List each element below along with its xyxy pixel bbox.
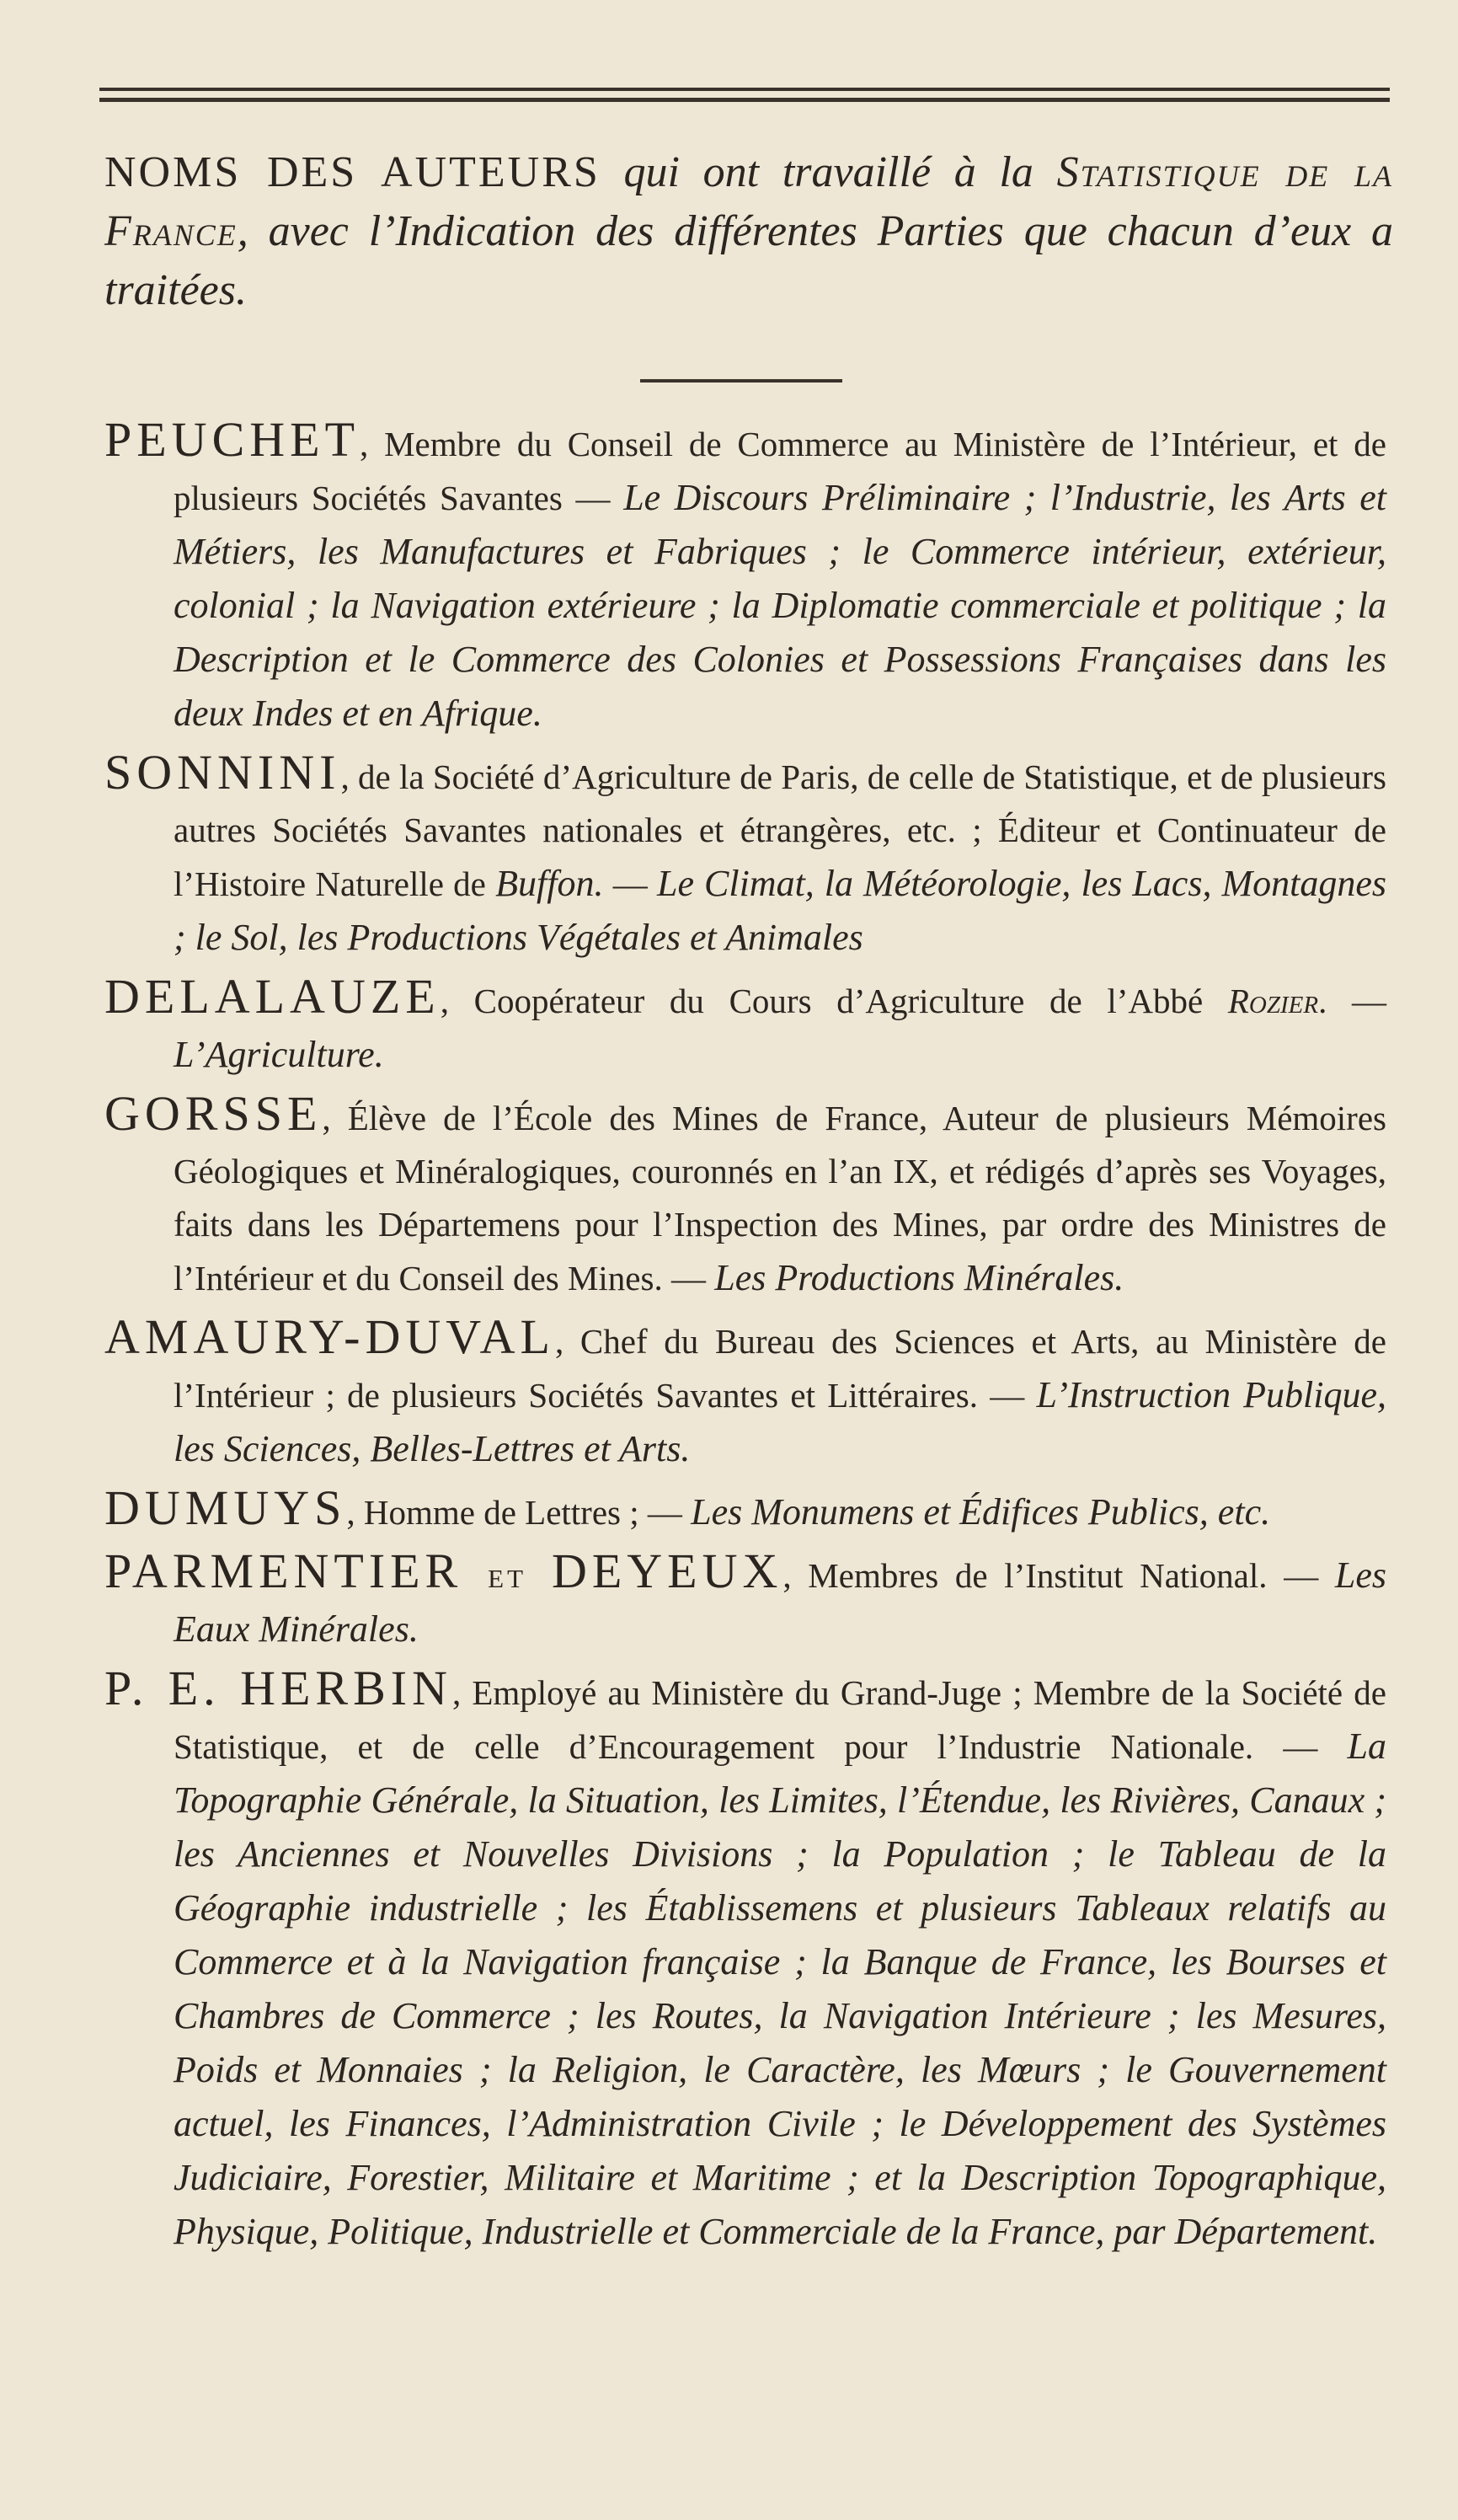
works-description: Les Productions Minérales. xyxy=(714,1257,1124,1298)
author-name: SONNINI xyxy=(104,745,341,800)
author-description: , Membres de l’Institut National. — xyxy=(782,1556,1335,1595)
works-description: L’Agriculture. xyxy=(174,1034,384,1075)
separator-rule xyxy=(640,379,842,383)
author-description: , Homme de Lettres ; — xyxy=(346,1493,692,1532)
author-description: , Coopérateur du Cours d’Agriculture de l’Abbé xyxy=(440,982,1228,1020)
author-entry xyxy=(104,1087,1386,1305)
works-description: L’Instruction Publique, les Sciences, Belles-Lettres et Arts. xyxy=(174,1374,1386,1469)
author-list xyxy=(104,413,1386,2264)
works-description: Les Eaux Minérales. xyxy=(174,1554,1386,1650)
author-entry xyxy=(104,746,1386,965)
author-description: , Élève de l’École des Mines de France, Auteur de plusieurs Mémoires Géologiques et Minéralogiques, couronnés en l’an IX, et rédigés d’après ses Voyages, faits dans les Départemens pour l’Inspection des Mines, par ordre des Ministres de l’Intérieur et du Conseil des Mines. — xyxy=(174,1099,1386,1297)
author-description: Rozier xyxy=(1227,982,1319,1020)
top-double-rule xyxy=(99,88,1390,91)
author-description: — xyxy=(603,864,657,903)
works-description: La Topographie Générale, la Situation, les Limites, l’Étendue, les Rivières, Canaux ; les Anciennes et Nouvelles Divisions ; la Population ; le Tableau de la Géographie industrielle ; les Établissemens et plusieurs Tableaux relatifs au Commerce et à la Navigation française ; la Banque de France, les Bourses et Chambres de Commerce ; les Routes, la Navigation Intérieure ; les Mesures, Poids et Monnaies ; la Religion, le Caractère, les Mœurs ; le Gouvernement actuel, les Finances, l’Administration Civile ; le Développement des Systèmes Judiciaire, Forestier, Militaire et Maritime ; et la Description Topographique, Physique, Politique, Industrielle et Commerciale de la France, par Département. xyxy=(174,1725,1386,2252)
author-entry xyxy=(104,1544,1386,1656)
title-italic-1: qui ont travaillé à la xyxy=(623,148,1033,196)
author-name: AMAURY-DUVAL xyxy=(104,1309,555,1364)
author-entry xyxy=(104,970,1386,1082)
author-entry xyxy=(104,1481,1386,1539)
page-title xyxy=(104,143,1393,320)
author-description: , de la Société d’Agriculture de Paris, de celle de Statistique, et de plusieurs autres Sociétés Savantes nationales et étrangères, etc. ; Éditeur et Continuateur de l’Histoire Naturelle de xyxy=(174,757,1386,903)
works-description: Buffon. xyxy=(495,863,604,904)
author-entry xyxy=(104,413,1386,741)
author-description: , Chef du Bureau des Sciences et Arts, au Ministère de l’Intérieur ; de plusieurs Sociétés Savantes et Littéraires. — xyxy=(174,1322,1386,1415)
title-caps: NOMS DES AUTEURS xyxy=(104,148,601,196)
title-italic-2: , avec l’Indication des différentes Parties que chacun d’eux a traitées. xyxy=(104,207,1393,314)
top-double-rule-lower xyxy=(99,98,1390,102)
author-name: GORSSE xyxy=(104,1086,323,1141)
author-description: , Employé au Ministère du Grand-Juge ; Membre de la Société de Statistique, et de celle d’Encouragement pour l’Industrie Nationale. — xyxy=(174,1673,1386,1766)
author-description: et xyxy=(488,1554,527,1596)
title-work-name: Statistique de la France xyxy=(104,148,1393,255)
author-name: DEYEUX xyxy=(526,1544,783,1598)
author-name: PEUCHET xyxy=(104,412,360,467)
works-description: Les Monumens et Édifices Publics, etc. xyxy=(691,1491,1271,1533)
author-entry xyxy=(104,1661,1386,2259)
works-description: Le Climat, la Météorologie, les Lacs, Montagnes ; le Sol, les Productions Végétales et Animales xyxy=(174,863,1386,958)
author-name: DUMUYS xyxy=(104,1480,347,1535)
author-entry xyxy=(104,1310,1386,1476)
author-description: . — xyxy=(1318,982,1387,1020)
author-name: DELALAUZE xyxy=(104,969,441,1024)
works-description: Le Discours Préliminaire ; l’Industrie, les Arts et Métiers, les Manufactures et Fabriques ; le Commerce intérieur, extérieur, colonial ; la Navigation extérieure ; la Diplomatie commerciale et politique ; la Description et le Commerce des Colonies et Possessions Françaises dans les deux Indes et en Afrique. xyxy=(174,477,1386,734)
author-name: P. E. HERBIN xyxy=(104,1661,452,1715)
author-description: , Membre du Conseil de Commerce au Ministère de l’Intérieur, et de plusieurs Sociétés Savantes — xyxy=(174,425,1386,517)
author-name: PARMENTIER xyxy=(104,1544,489,1598)
